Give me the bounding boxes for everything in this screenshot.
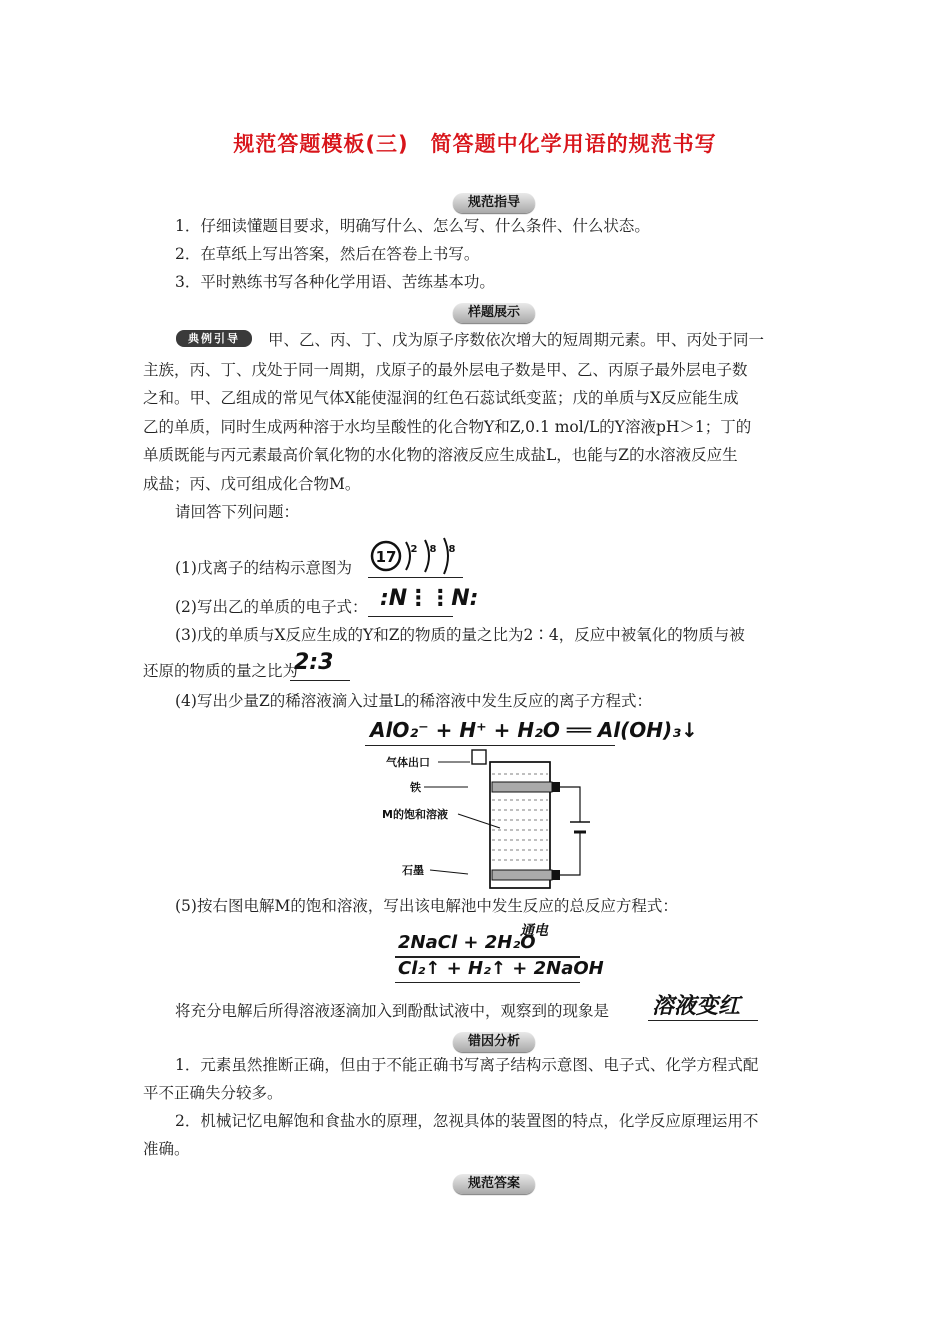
problem-line-2: 主族，丙、丁、戊处于同一周期，戊原子的最外层电子数是甲、乙、丙原子最外层电子数: [143, 361, 748, 379]
graphite-label: 石墨: [402, 864, 424, 877]
q5-answer-line-1: 2NaCl + 2H₂O: [398, 932, 536, 953]
shell-1: 2: [410, 544, 418, 555]
shell-2: 8: [429, 544, 437, 555]
section-badge-answer: 规范答案: [453, 1174, 535, 1194]
section-badge-example: 样题展示: [453, 303, 535, 323]
question-1: (1)戊离子的结构示意图为: [175, 559, 352, 577]
page-title: 规范答题模板(三) 简答题中化学用语的规范书写: [233, 132, 717, 156]
question-2: (2)写出乙的单质的电子式：: [175, 598, 368, 616]
section-badge-errors: 错因分析: [453, 1032, 535, 1052]
problem-line-6: 成盐；丙、戊可组成化合物M。: [143, 475, 361, 493]
gas-outlet-label: 气体出口: [386, 756, 430, 769]
question-4: (4)写出少量Z的稀溶液滴入过量L的稀溶液中发生反应的离子方程式：: [175, 692, 653, 710]
electrolysis-diagram: [380, 748, 610, 894]
q5-answer-line-2: Cl₂↑ + H₂↑ + 2NaOH: [398, 958, 604, 979]
problem-line-5: 单质既能与丙元素最高价氧化物的水化物的溶液反应生成盐L，也能与Z的水溶液反应生: [143, 446, 738, 464]
q5-condition: 通电: [520, 923, 548, 939]
q5-followup: 将充分电解后所得溶液逐滴加入到酚酞试液中，观察到的现象是: [175, 1002, 610, 1020]
guide-item-2: 2．在草纸上写出答案，然后在答卷上书写。: [175, 245, 480, 263]
error-line-4: 准确。: [143, 1140, 190, 1158]
error-line-2: 平不正确失分较多。: [143, 1084, 283, 1102]
error-line-3: 2．机械记忆电解饱和食盐水的原理，忽视具体的装置图的特点，化学反应原理运用不: [175, 1112, 759, 1130]
question-3-line-1: (3)戊的单质与X反应生成的Y和Z的物质的量之比为2∶4，反应中被氧化的物质与被: [175, 626, 745, 644]
guide-item-1: 1．仔细读懂题目要求，明确写什么、怎么写、什么条件、什么状态。: [175, 217, 650, 235]
problem-line-1: 甲、乙、丙、丁、戊为原子序数依次增大的短周期元素。甲、丙处于同一: [268, 331, 765, 349]
question-5: (5)按右图电解M的饱和溶液，写出该电解池中发生反应的总反应方程式：: [175, 897, 678, 915]
section-badge-guide: 规范指导: [453, 193, 535, 213]
shell-3: 8: [448, 544, 456, 555]
prompt-text: 请回答下列问题：: [175, 503, 300, 521]
guide-item-3: 3．平时熟练书写各种化学用语、苦练基本功。: [175, 273, 495, 291]
error-line-1: 1．元素虽然推断正确，但由于不能正确书写离子结构示意图、电子式、化学方程式配: [175, 1056, 759, 1074]
q3-answer: 2:3: [294, 650, 334, 675]
example-tag: 典例引导: [176, 330, 252, 347]
q4-answer: AlO₂⁻ + H⁺ + H₂O ══ Al(OH)₃↓: [370, 718, 698, 742]
q2-answer: :N⋮⋮N:: [380, 586, 479, 611]
problem-line-4: 乙的单质，同时生成两种溶于水均呈酸性的化合物Y和Z,0.1 mol/L的Y溶液pH＞1；丁的: [143, 418, 752, 436]
iron-label: 铁: [410, 781, 421, 794]
problem-line-3: 之和。甲、乙组成的常见气体X能使湿润的红色石蕊试纸变蓝；戊的单质与X反应能生成: [143, 389, 739, 407]
solution-label: M的饱和溶液: [382, 808, 448, 821]
ion-structure-diagram: [370, 530, 470, 578]
nucleus-charge: 17: [375, 548, 397, 566]
q5-followup-answer: 溶液变红: [652, 994, 741, 1019]
question-3-line-2: 还原的物质的量之比为: [143, 662, 299, 680]
